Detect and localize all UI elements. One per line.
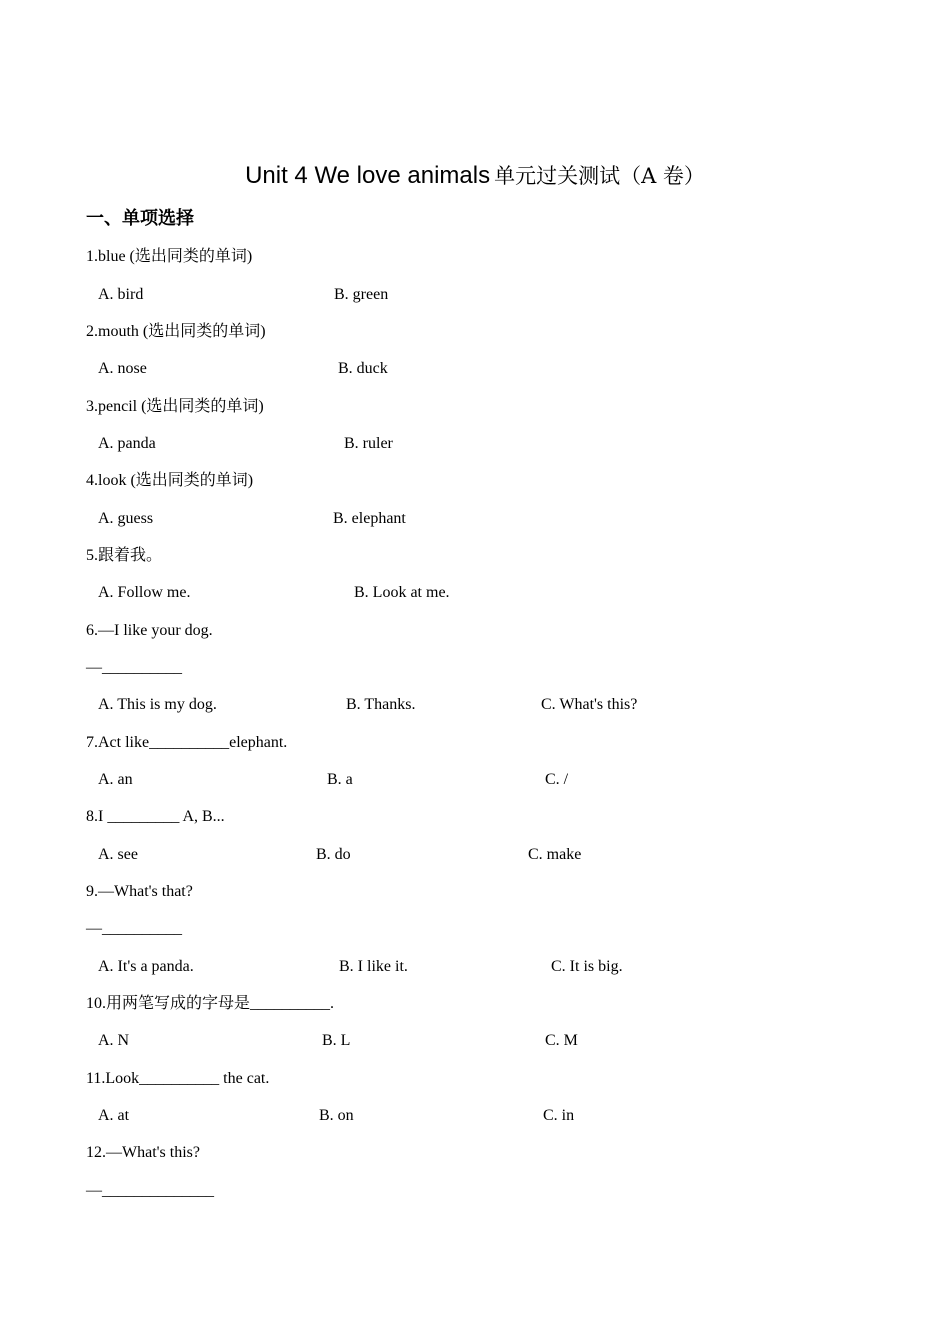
question-10-option-a: A. N — [98, 1032, 130, 1049]
question-10-option-c: C. M — [545, 1032, 578, 1049]
question-7-option-b: B. a — [327, 771, 353, 788]
question-6-answer-blank: —__________ — [86, 659, 182, 676]
section-heading: 一、单项选择 — [86, 208, 194, 229]
question-4-stem: 4.look (选出同类的单词) — [86, 472, 254, 489]
question-10-option-b: B. L — [322, 1032, 351, 1049]
question-1-option-a: A. bird — [98, 286, 144, 303]
question-8-stem: 8.I _________ A, B... — [86, 808, 225, 825]
question-3-option-b: B. ruler — [344, 435, 393, 452]
question-1-stem: 1.blue (选出同类的单词) — [86, 248, 253, 265]
question-9-option-b: B. I like it. — [339, 958, 408, 975]
question-11-stem: 11.Look__________ the cat. — [86, 1070, 270, 1087]
question-7-stem: 7.Act like__________elephant. — [86, 734, 288, 751]
question-3-option-a: A. panda — [98, 435, 156, 452]
page-title — [0, 160, 950, 192]
question-11-option-b: B. on — [319, 1107, 354, 1124]
question-8-option-a: A. see — [98, 846, 138, 863]
title-english: Unit 4 We love animals — [245, 162, 491, 189]
question-6-option-b: B. Thanks. — [346, 696, 416, 713]
question-2-stem: 2.mouth (选出同类的单词) — [86, 323, 266, 340]
question-11-option-c: C. in — [543, 1107, 575, 1124]
question-9-answer-blank: —__________ — [86, 920, 182, 937]
question-5-stem: 5.跟着我。 — [86, 547, 163, 564]
question-11-option-a: A. at — [98, 1107, 130, 1124]
question-9-stem: 9.—What's that? — [86, 883, 193, 900]
question-6-option-a: A. This is my dog. — [98, 696, 217, 713]
question-5-option-a: A. Follow me. — [98, 584, 191, 601]
question-6-stem: 6.—I like your dog. — [86, 622, 213, 639]
question-10-stem: 10.用两笔写成的字母是__________. — [86, 995, 335, 1012]
question-4-option-b: B. elephant — [333, 510, 406, 527]
question-12-answer-blank: —______________ — [86, 1182, 214, 1199]
question-4-option-a: A. guess — [98, 510, 154, 527]
question-1-option-b: B. green — [334, 286, 389, 303]
question-9-option-a: A. It's a panda. — [98, 958, 194, 975]
question-8-option-b: B. do — [316, 846, 351, 863]
question-9-option-c: C. It is big. — [551, 958, 623, 975]
question-7-option-a: A. an — [98, 771, 133, 788]
question-8-option-c: C. make — [528, 846, 582, 863]
question-3-stem: 3.pencil (选出同类的单词) — [86, 398, 264, 415]
question-2-option-b: B. duck — [338, 360, 388, 377]
question-5-option-b: B. Look at me. — [354, 584, 450, 601]
title-chinese: 单元过关测试（A 卷） — [494, 164, 705, 188]
question-7-option-c: C. / — [545, 771, 569, 788]
question-12-stem: 12.—What's this? — [86, 1144, 200, 1161]
question-2-option-a: A. nose — [98, 360, 147, 377]
question-6-option-c: C. What's this? — [541, 696, 638, 713]
